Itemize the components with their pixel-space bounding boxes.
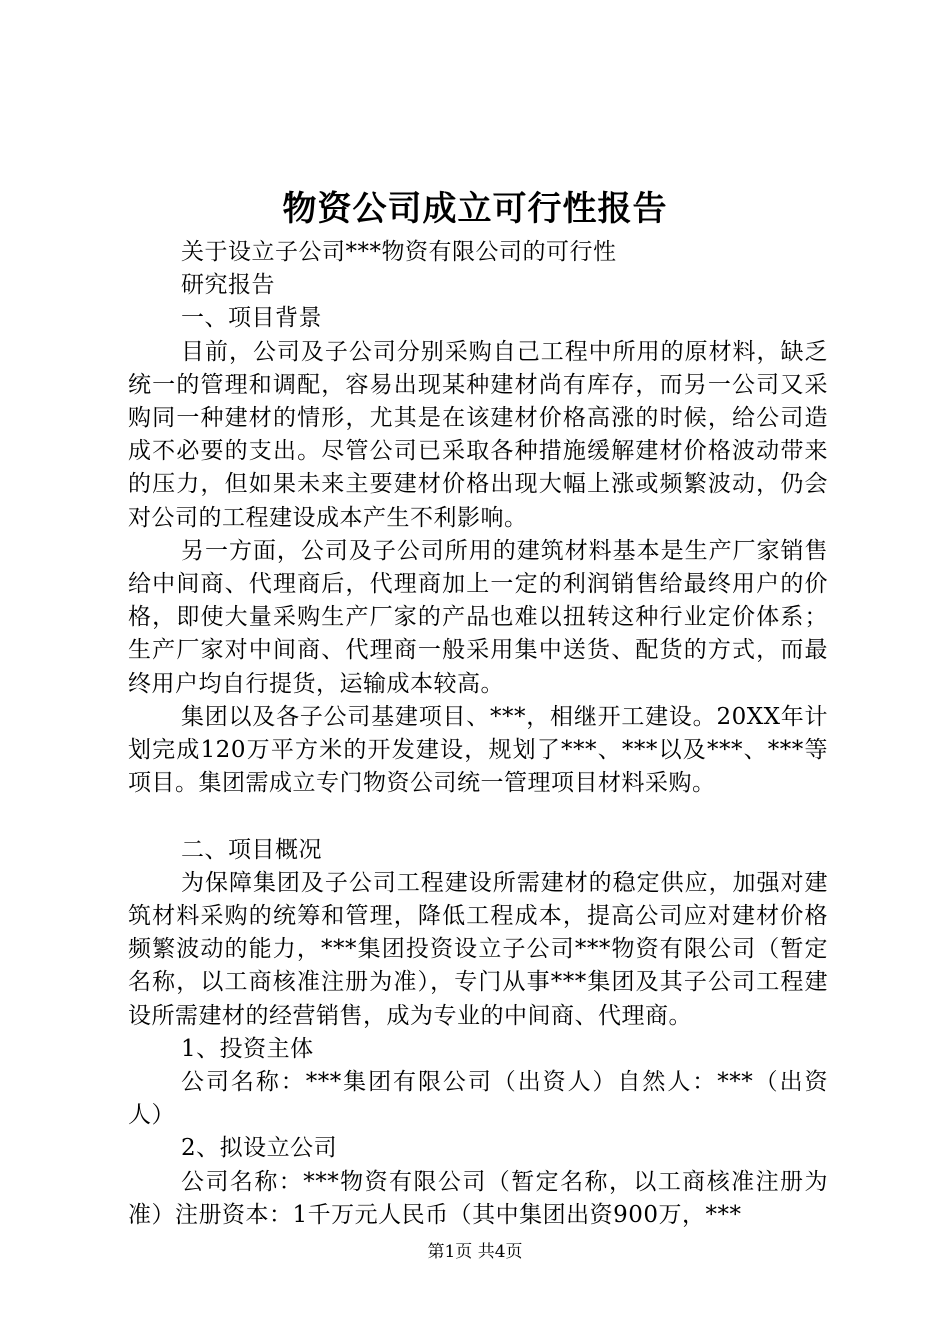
document-body xyxy=(128,236,828,1232)
section-heading: 二、项目概况 xyxy=(181,836,322,863)
paragraph: 研究报告 xyxy=(181,272,275,299)
page-footer: 第1页 共4页 xyxy=(427,1242,523,1262)
subsection-heading: 1、投资主体 xyxy=(181,1035,314,1062)
subsection-heading: 2、拟设立公司 xyxy=(181,1135,338,1162)
paragraph: 目前，公司及子公司分别采购自己工程中所用的原材料，缺乏统一的管理和调配，容易出现某种建材尚有库存，而另一公司又采购同一种建材的情形，尤其是在该建材价格高涨的时候，给公司造成不必要的支出。尽管公司已采取各种措施缓解建材价格波动带来的压力，但如果未来主要建材价格出现大幅上涨或频繁波动，仍会对公司的工程建设成本产生不利影响。 xyxy=(128,338,828,531)
paragraph: 为保障集团及子公司工程建设所需建材的稳定供应，加强对建筑材料采购的统筹和管理，降低工程成本，提高公司应对建材价格频繁波动的能力，***集团投资设立子公司***物资有限公司（暂定名称，以工商核准注册为准），专门从事***集团及其子公司工程建设所需建材的经营销售，成为专业的中间商、代理商。 xyxy=(128,869,828,1029)
paragraph: 另一方面，公司及子公司所用的建筑材料基本是生产厂家销售给中间商、代理商后，代理商加上一定的利润销售给最终用户的价格，即使大量采购生产厂家的产品也难以扭转这种行业定价体系；生产厂家对中间商、代理商一般采用集中送货、配货的方式，而最终用户均自行提货，运输成本较高。 xyxy=(128,537,828,697)
paragraph: 公司名称：***集团有限公司（出资人）自然人：***（出资人） xyxy=(128,1069,828,1129)
document-title: 物资公司成立可行性报告 xyxy=(282,189,668,229)
blank-line xyxy=(128,800,828,833)
paragraph: 关于设立子公司***物资有限公司的可行性 xyxy=(181,239,617,265)
paragraph: 集团以及各子公司基建项目、***，相继开工建设。20XX年计划完成120万平方米的开发建设，规划了***、***以及***、***等项目。集团需成立专门物资公司统一管理项目材料采购。 xyxy=(128,703,828,797)
section-heading: 一、项目背景 xyxy=(181,305,322,332)
paragraph: 公司名称：***物资有限公司（暂定名称，以工商核准注册为准）注册资本：1千万元人民币（其中集团出资900万，*** xyxy=(128,1168,828,1228)
